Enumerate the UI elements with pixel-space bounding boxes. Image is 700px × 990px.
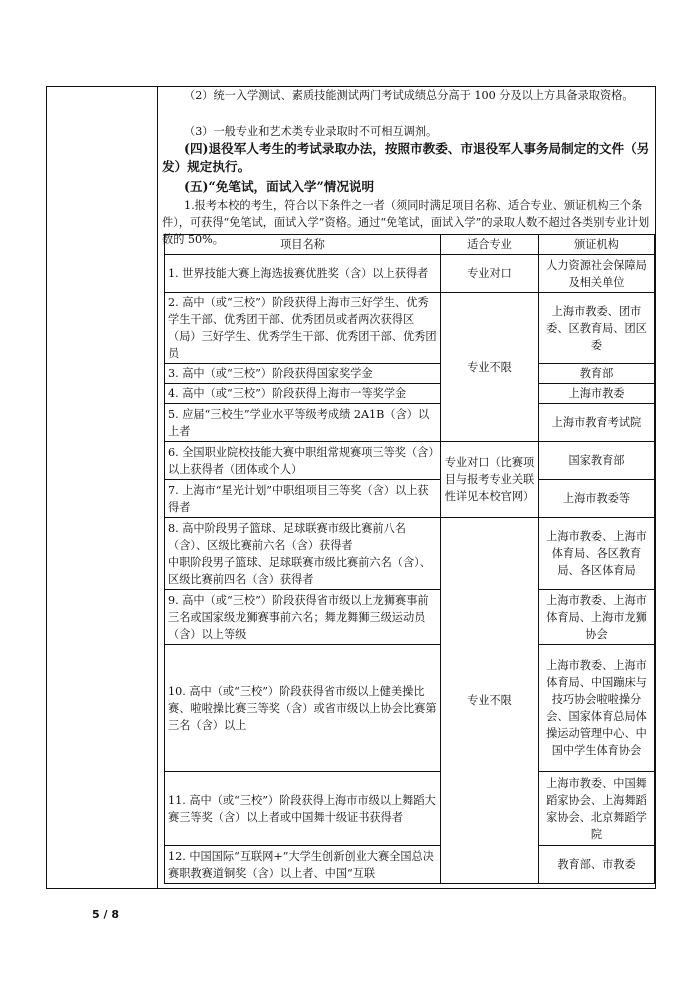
org-cell: 上海市教委、上海市体育局、上海市龙狮协会 bbox=[539, 590, 655, 645]
major-cell: 专业对口 bbox=[441, 255, 539, 293]
table-row bbox=[165, 518, 655, 590]
heading-exemption: (五)“免笔试，面试入学”情况说明 bbox=[184, 179, 375, 194]
table-row bbox=[165, 255, 655, 293]
item-cell: 2. 高中（或“三校”）阶段获得上海市三好学生、优秀学生干部、优秀团干部、优秀团员或者两次获得区（局）三好学生、优秀学生干部、优秀团干部、优秀团员 bbox=[165, 293, 441, 364]
requirements-table bbox=[164, 234, 655, 884]
paragraph-exemption-conditions: 1.报考本校的考生，符合以下条件之一者（须同时满足项目名称、适合专业、颁证机构三个条件），可获得“免笔试，面试入学”资格。通过“免笔试，面试入学”的录取人数不超过各类别专业计划数的 50%。 bbox=[162, 199, 650, 246]
item-cell: 12. 中国国际“互联网+”大学生创新创业大赛全国总决赛职教赛道铜奖（含）以上者、中国“互联 bbox=[165, 846, 441, 884]
table-row bbox=[165, 293, 655, 364]
table-header-row bbox=[165, 235, 655, 255]
org-cell: 国家教育部 bbox=[539, 442, 655, 480]
heading-veterans: (四)退役军人考生的考试录取办法，按照市教委、市退役军人事务局制定的文件（另发）规定执行。 bbox=[162, 141, 650, 174]
left-column-divider bbox=[157, 86, 158, 889]
header-org: 颁证机构 bbox=[539, 235, 655, 255]
table-row bbox=[165, 404, 655, 442]
item-cell: 1. 世界技能大赛上海选拔赛优胜奖（含）以上获得者 bbox=[165, 255, 441, 293]
table-row bbox=[165, 772, 655, 846]
item-line: 中职阶段男子篮球、足球联赛市级比赛前六名（含）、区级比赛前四名（含）获得者 bbox=[168, 555, 431, 586]
major-cell-merged: 专业不限 bbox=[441, 518, 539, 884]
org-cell: 上海市教委、上海市体育局、中国蹦床与技巧协会啦啦操分会、国家体育总局体操运动管理中心、中国中学生体育协会 bbox=[539, 645, 655, 772]
table-row bbox=[165, 442, 655, 480]
table-row bbox=[165, 590, 655, 645]
org-cell: 上海市教委、中国舞蹈家协会、上海舞蹈家协会、北京舞蹈学院 bbox=[539, 772, 655, 846]
paragraph-no-transfer: （3）一般专业和艺术类专业录取时不可相互调剂。 bbox=[184, 125, 438, 138]
item-cell bbox=[165, 518, 441, 590]
page-number: 5 / 8 bbox=[92, 908, 119, 921]
org-cell: 上海市教育考试院 bbox=[539, 404, 655, 442]
paragraph-score-requirement: （2）统一入学测试、素质技能测试两门考试成绩总分高于 100 分及以上方具备录取资格。 bbox=[184, 89, 634, 102]
org-cell: 教育部 bbox=[539, 364, 655, 384]
item-cell: 9. 高中（或“三校”）阶段获得省市级以上龙狮赛事前三名或国家级龙狮赛事前六名；舞龙舞狮三级运动员（含）以上等级 bbox=[165, 590, 441, 645]
item-cell: 10. 高中（或“三校”）阶段获得省市级以上健美操比赛、啦啦操比赛三等奖（含）或省市级以上协会比赛第三名（含）以上 bbox=[165, 645, 441, 772]
item-cell: 7. 上海市“星光计划”中职组项目三等奖（含）以上获得者 bbox=[165, 480, 441, 518]
table-row bbox=[165, 364, 655, 384]
item-line: 8. 高中阶段男子篮球、足球联赛市级比赛前八名（含）、区级比赛前六名（含）获得者 bbox=[168, 521, 406, 552]
org-cell: 上海市教委、上海市体育局、各区教育局、各区体育局 bbox=[539, 518, 655, 590]
table-row bbox=[165, 480, 655, 518]
header-item: 项目名称 bbox=[165, 235, 441, 255]
org-cell: 教育部、市教委 bbox=[539, 846, 655, 884]
org-cell: 上海市教委、团市委、区教育局、团区委 bbox=[539, 293, 655, 364]
major-cell-merged: 专业不限 bbox=[441, 293, 539, 442]
org-cell: 上海市教委 bbox=[539, 384, 655, 404]
item-cell: 4. 高中（或“三校”）阶段获得上海市一等奖学金 bbox=[165, 384, 441, 404]
header-major: 适合专业 bbox=[441, 235, 539, 255]
item-cell: 3. 高中（或“三校”）阶段获得国家奖学金 bbox=[165, 364, 441, 384]
item-cell: 6. 全国职业院校技能大赛中职组常规赛项三等奖（含）以上获得者（团体或个人） bbox=[165, 442, 441, 480]
table-row bbox=[165, 846, 655, 884]
org-cell: 人力资源社会保障局及相关单位 bbox=[539, 255, 655, 293]
item-cell: 5. 应届“三校生”学业水平等级考成绩 2A1B（含）以上者 bbox=[165, 404, 441, 442]
table-row bbox=[165, 645, 655, 772]
item-cell: 11. 高中（或“三校”）阶段获得上海市市级以上舞蹈大赛三等奖（含）以上者或中国舞十级证书获得者 bbox=[165, 772, 441, 846]
org-cell: 上海市教委等 bbox=[539, 480, 655, 518]
major-cell-merged: 专业对口（比赛项目与报考专业关联性详见本校官网） bbox=[441, 442, 539, 518]
table-row bbox=[165, 384, 655, 404]
